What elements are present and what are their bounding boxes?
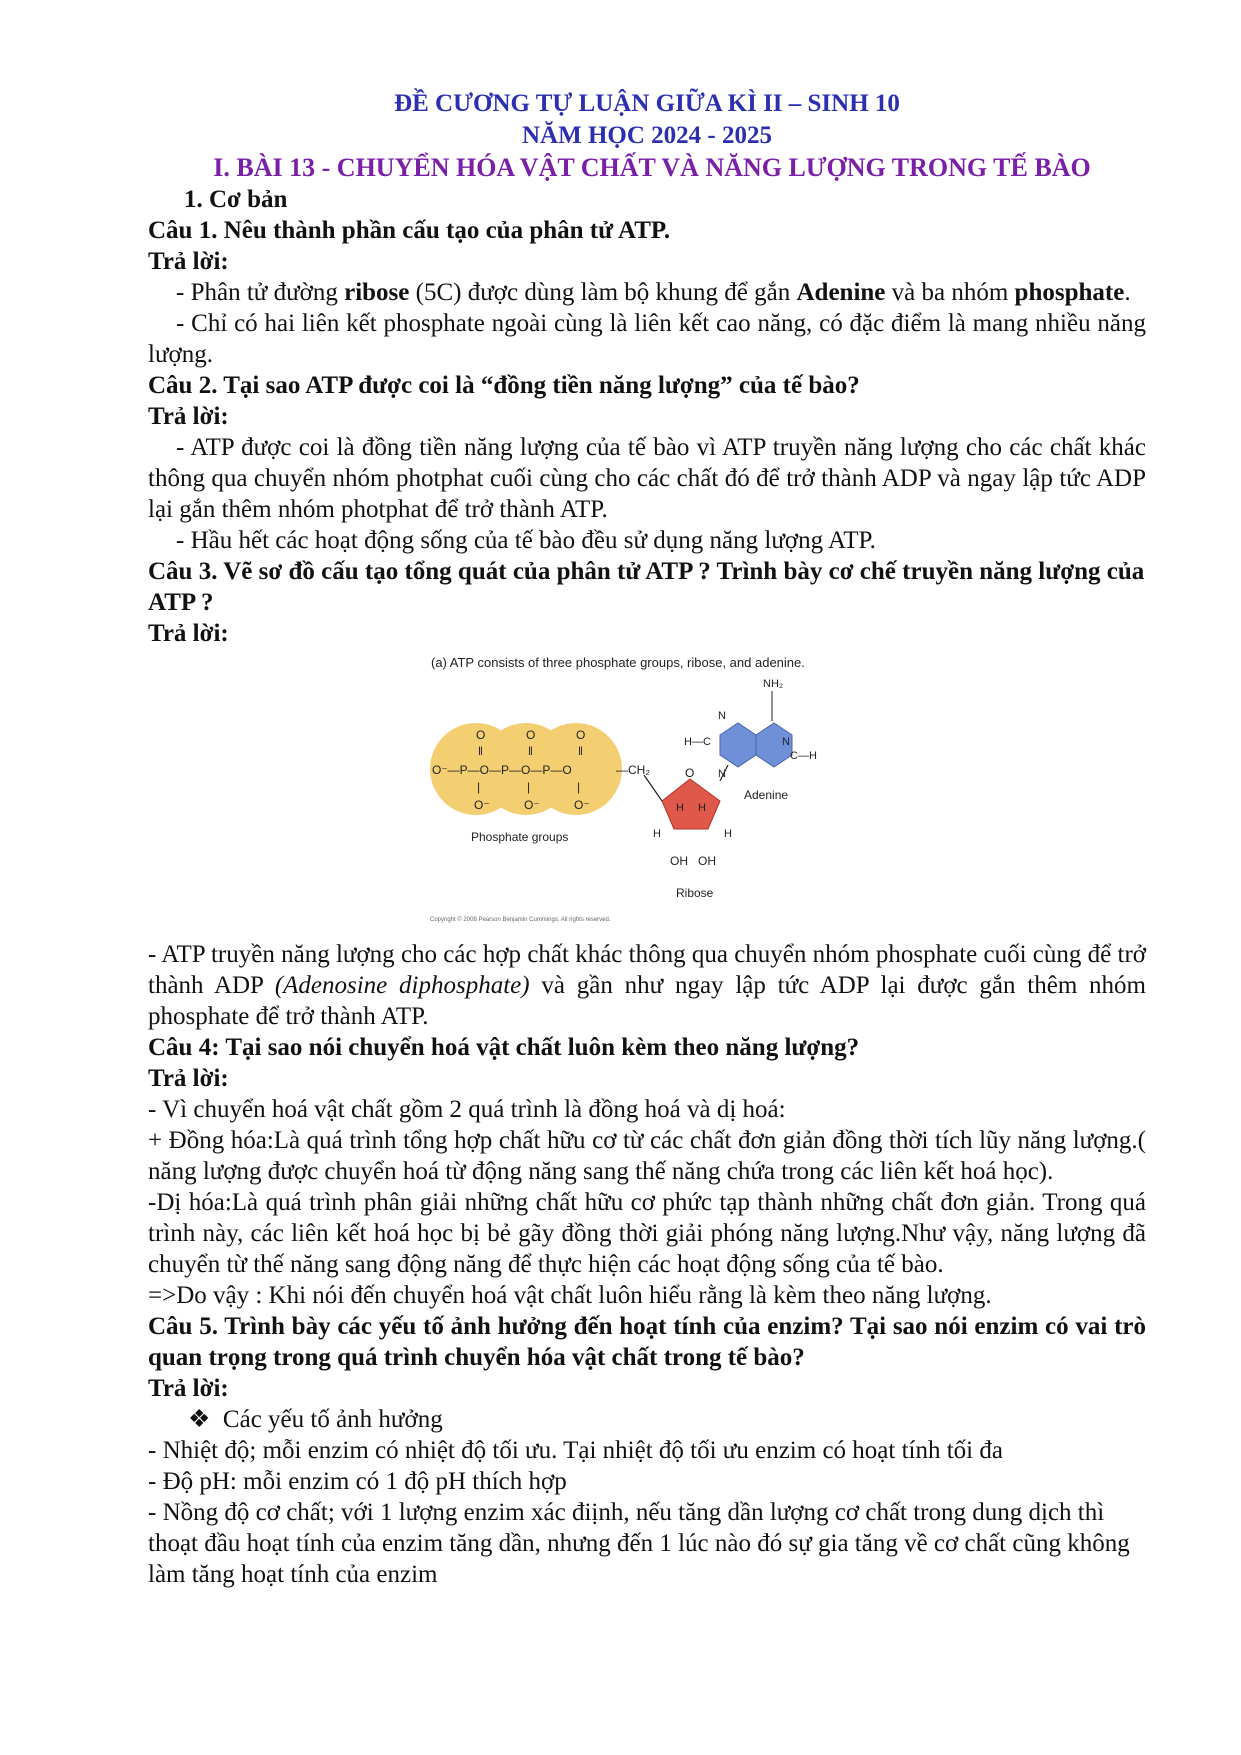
q1-a1-pre: - Phân tử đường <box>176 279 345 306</box>
q3-answer <box>148 939 1146 1032</box>
q1-a1-adenine: Adenine <box>796 279 886 306</box>
answer-label-1: Trả lời: <box>148 248 229 275</box>
svg-text:N: N <box>782 736 790 748</box>
q1-a1-phosphate: phosphate <box>1014 279 1125 306</box>
ribose-h3: H <box>653 828 661 840</box>
svg-text:N: N <box>718 768 726 780</box>
question-4: Câu 4: Tại sao nói chuyển hoá vật chất luôn kèm theo năng lượng? <box>148 1034 860 1061</box>
answer-label-4: Trả lời: <box>148 1065 229 1092</box>
svg-text:O⁻: O⁻ <box>524 798 540 812</box>
document-content <box>148 88 1146 1590</box>
ch2-bond <box>644 775 662 801</box>
q4-answer-1: - Vì chuyển hoá vật chất gồm 2 quá trình là đồng hoá và dị hoá: <box>148 1096 786 1123</box>
svg-text:|: | <box>527 780 531 794</box>
question-3: Câu 3. Vẽ sơ đồ cấu tạo tổng quát của phân tử ATP ? Trình bày cơ chế truyền năng lượng của ATP ? <box>148 558 1145 616</box>
title-block <box>148 88 1146 184</box>
figure-caption: (a) ATP consists of three phosphate groups, ribose, and adenine. <box>431 655 805 670</box>
ribose-ring <box>662 779 720 829</box>
q3-a-pre: - ATP truyền năng lượng cho các hợp chất khác thông qua chuyển nhóm phosphate cuối cùng để trở thành ADP <box>148 941 1146 999</box>
phosphate-groups-label: Phosphate groups <box>471 830 569 844</box>
answer-label-2: Trả lời: <box>148 403 229 430</box>
phosphate-atoms <box>432 763 572 777</box>
svg-text:O: O <box>476 728 486 742</box>
ribose-oxygen: O <box>685 766 695 780</box>
q1-answer-2: - Chỉ có hai liên kết phosphate ngoài cùng là liên kết cao năng, có đặc điểm là mang nhiều năng lượng. <box>148 310 1146 368</box>
svg-text:H—C: H—C <box>684 736 711 748</box>
diamond-bullet-icon: ❖ <box>188 1406 211 1433</box>
q1-a1-end: . <box>1124 279 1131 306</box>
q1-answer-1 <box>148 277 1146 308</box>
svg-text:N: N <box>718 710 726 722</box>
doc-title: ĐỀ CƯƠNG TỰ LUẬN GIỮA KÌ II – SINH 10 <box>394 90 900 117</box>
atp-figure <box>148 649 1146 939</box>
svg-text:‖: ‖ <box>578 744 583 758</box>
q5-answer-1: - Nhiệt độ; mỗi enzim có nhiệt độ tối ưu. Tại nhiệt độ tối ưu enzim có hoạt tính tối đa <box>148 1437 1003 1464</box>
ribose-label: Ribose <box>676 886 714 900</box>
q5-answer-2: - Độ pH: mỗi enzim có 1 độ pH thích hợp <box>148 1468 567 1495</box>
section-heading: 1. Cơ bản <box>184 186 288 213</box>
ribose-h4: H <box>724 828 732 840</box>
adenine-ring-1 <box>720 723 756 767</box>
ribose-oh-1: OH <box>670 854 688 868</box>
q1-a1-mid2: và ba nhóm <box>885 279 1015 306</box>
q4-answer-4: =>Do vậy : Khi nói đến chuyển hoá vật chất luôn hiểu rằng là kèm theo năng lượng. <box>148 1282 992 1309</box>
q1-a1-ribose: ribose <box>344 279 410 306</box>
lesson-heading: I. BÀI 13 - CHUYỂN HÓA VẬT CHẤT VÀ NĂNG LƯỢNG TRONG TẾ BÀO <box>213 153 1091 182</box>
svg-text:C—H: C—H <box>790 750 817 762</box>
svg-text:|: | <box>477 780 481 794</box>
ch2-group: —CH₂ <box>616 763 650 777</box>
school-year: NĂM HỌC 2024 - 2025 <box>522 122 772 149</box>
atp-diagram <box>430 651 870 931</box>
q5-answer-3: - Nồng độ cơ chất; với 1 lượng enzim xác điịnh, nếu tăng dần lượng cơ chất trong dung dịch thì thoạt đầu hoạt tính của enzim tăng dần, nhưng đến 1 lúc nào đó sự gia tăng về cơ chất cũng không làm tăng hoạt tính của enzim <box>148 1499 1130 1588</box>
q2-answer-2: - Hầu hết các hoạt động sống của tế bào đều sử dụng năng lượng ATP. <box>176 527 876 554</box>
svg-text:O⁻: O⁻ <box>474 798 490 812</box>
question-2: Câu 2. Tại sao ATP được coi là “đồng tiền năng lượng” của tế bào? <box>148 372 860 399</box>
svg-text:O⁻: O⁻ <box>574 798 590 812</box>
adenine-label: Adenine <box>744 788 789 802</box>
q2-answer-1: - ATP được coi là đồng tiền năng lượng của tế bào vì ATP truyền năng lượng cho các chất khác thông qua chuyển nhóm photphat cuối cùng cho các chất đó để trở thành ADP và ngay lập tức ADP lại gắn thêm nhóm photphat để trở thành ATP. <box>148 434 1146 523</box>
question-1: Câu 1. Nêu thành phần cấu tạo của phân tử ATP. <box>148 217 671 244</box>
answer-label-3: Trả lời: <box>148 620 229 647</box>
q4-answer-2: + Đồng hóa:Là quá trình tổng hợp chất hữu cơ từ các chất đơn giản đồng thời tích lũy năng lượng.( năng lượng được chuyển hoá từ động năng sang thế năng chứa trong các liên kết hoá học). <box>148 1127 1146 1185</box>
ribose-h2: H <box>698 802 706 814</box>
svg-text:‖: ‖ <box>478 744 483 758</box>
figure-copyright: Copyright © 2008 Pearson Benjamin Cummings. All rights reserved. <box>430 917 611 923</box>
svg-text:|: | <box>577 780 581 794</box>
ribose-oh-2: OH <box>698 854 716 868</box>
question-5: Câu 5. Trình bày các yếu tố ảnh hưởng đến hoạt tính của enzim? Tại sao nói enzim có vai trò quan trọng trong quá trình chuyển hóa vật chất trong tế bào? <box>148 1313 1146 1371</box>
q3-a-post: và gần như ngay lập tức ADP lại được gắn thêm nhóm phosphate để trở thành ATP. <box>148 972 1147 1030</box>
q5-bullet <box>148 1404 1146 1435</box>
adenine-nh2: NH₂ <box>763 678 784 690</box>
svg-text:O: O <box>576 728 586 742</box>
svg-text:O: O <box>526 728 536 742</box>
answer-label-5: Trả lời: <box>148 1375 229 1402</box>
svg-text:‖: ‖ <box>528 744 533 758</box>
svg-text:O⁻—P—O—P—O—P—O: O⁻—P—O—P—O—P—O <box>432 763 572 777</box>
q3-a-italic: (Adenosine diphosphate) <box>274 972 530 999</box>
q1-a1-mid1: (5C) được dùng làm bộ khung để gắn <box>409 279 797 306</box>
ribose-h1: H <box>676 802 684 814</box>
q5-bullet-text: Các yếu tố ảnh hưởng <box>222 1406 443 1433</box>
q4-answer-3: -Dị hóa:Là quá trình phân giải những chất hữu cơ phức tạp thành những chất đơn giản. Trong quá trình này, các liên kết hoá học bị bẻ gãy đồng thời giải phóng năng lượng.Như vậy, năng lượng đã chuyển từ thế năng sang động năng để thực hiện các hoạt động sống của tế bào. <box>148 1189 1146 1278</box>
